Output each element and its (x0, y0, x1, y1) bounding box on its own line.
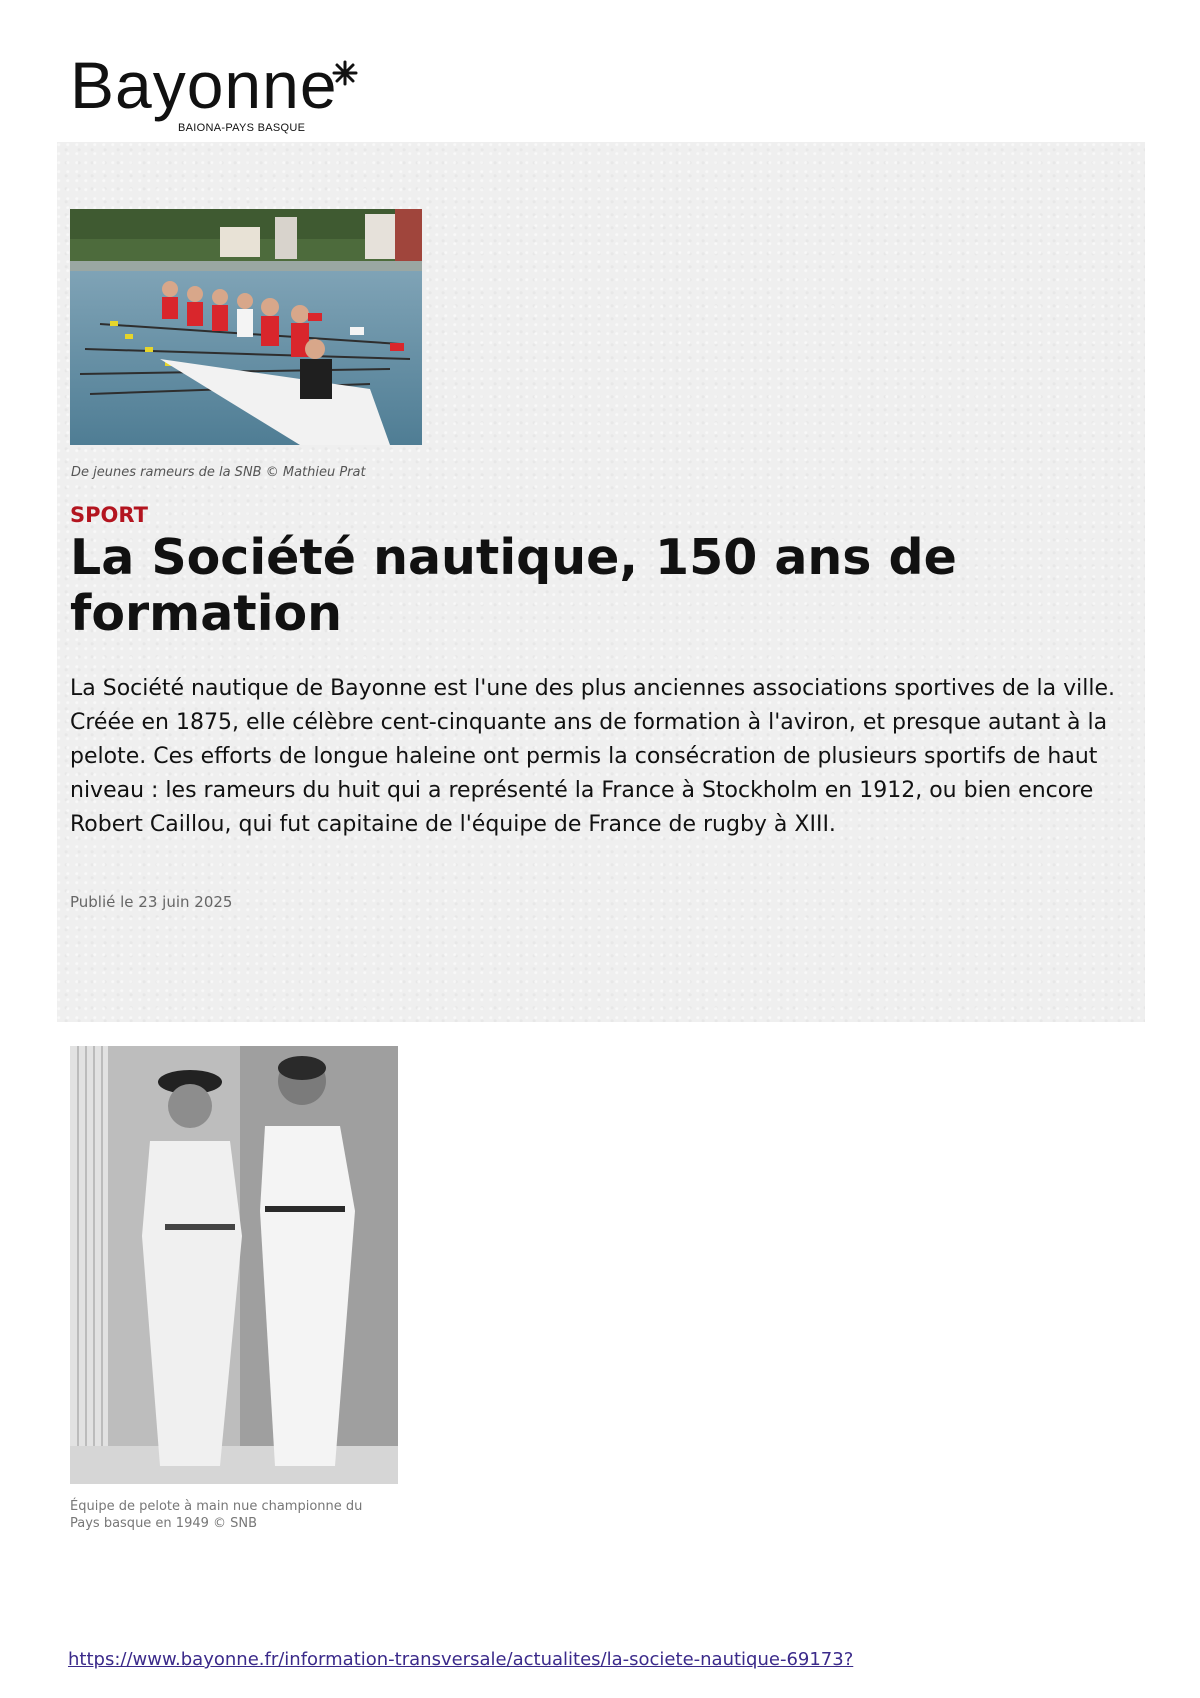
rowers-illustration (70, 209, 422, 445)
site-logo[interactable] (70, 48, 360, 138)
logo-wordmark: Bayonne (70, 48, 338, 122)
pelote-team-photo (70, 1046, 398, 1484)
rowers-photo (70, 209, 422, 445)
logo-subtitle: BAIONA-PAYS BASQUE (178, 122, 306, 134)
article-category[interactable]: SPORT (70, 503, 148, 527)
source-url-link[interactable]: https://www.bayonne.fr/information-transversale/actualites/la-societe-nautique-69173? (68, 1649, 854, 1670)
photo-caption-pelote: Équipe de pelote à main nue championne du Pays basque en 1949 © SNB (70, 1499, 363, 1531)
article-title: La Société nautique, 150 ans de formation (70, 529, 957, 642)
pelote-team-illustration (70, 1046, 398, 1484)
photo-caption-rowers: De jeunes rameurs de la SNB © Mathieu Prat (71, 465, 366, 480)
publication-date: Publié le 23 juin 2025 (70, 893, 233, 911)
article-lead: La Société nautique de Bayonne est l'une des plus anciennes associations sportives de la ville. Créée en 1875, elle célèbre cent-cinquante ans de formation à l'aviron, et presque autant à la pelote. Ces efforts de longue haleine ont permis la consécration de plusieurs sportifs de haut niveau : les rameurs du huit qui a représenté la France à Stockholm en 1912, ou bien encore Robert Caillou, qui fut capitaine de l'équipe de France de rugby à XIII. (70, 676, 1116, 837)
asterisk-star-icon (332, 60, 358, 86)
